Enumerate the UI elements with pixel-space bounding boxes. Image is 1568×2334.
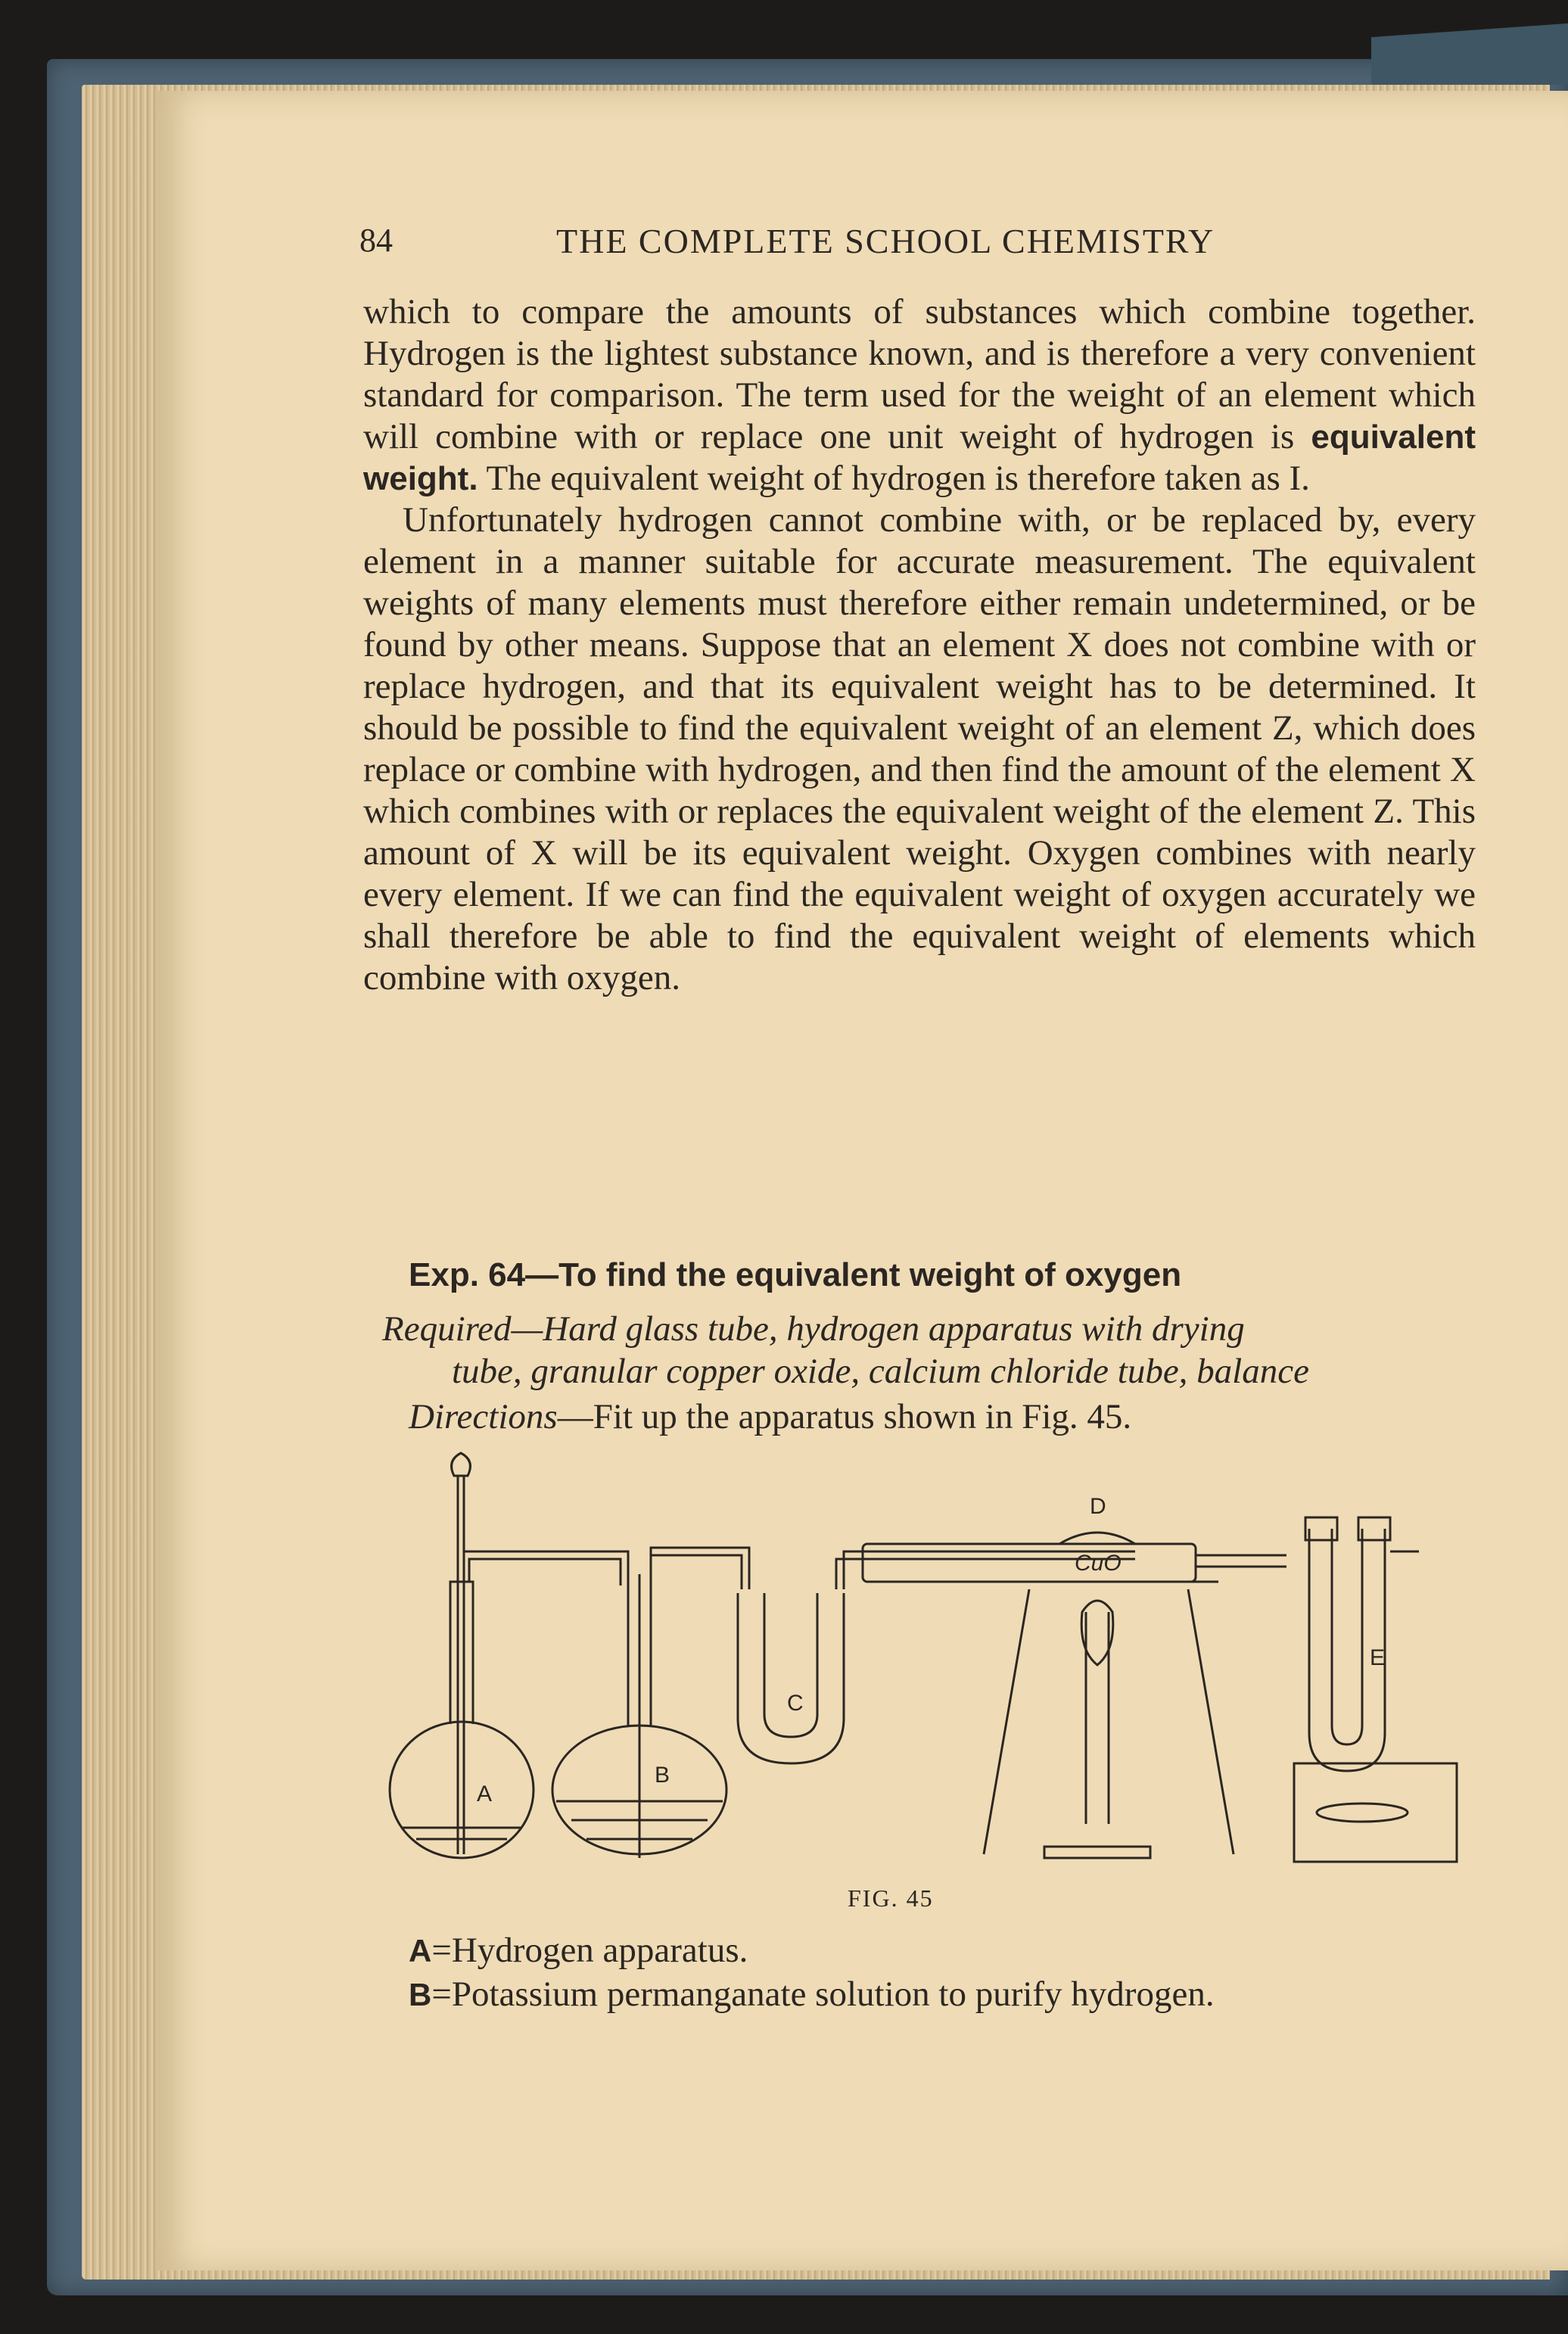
- legend-a-key: A: [409, 1933, 432, 1968]
- label-c: C: [787, 1691, 804, 1716]
- term-equivalent-weight: equivalent weight.: [363, 419, 1476, 497]
- label-e: E: [1370, 1645, 1386, 1670]
- legend-b-key: B: [409, 1977, 432, 2012]
- experiment-heading: Exp. 64—To find the equivalent weight of oxygen: [409, 1256, 1182, 1293]
- required-label: Required: [382, 1309, 512, 1349]
- directions-text: —Fit up the apparatus shown in Fig. 45.: [557, 1397, 1132, 1436]
- label-a: A: [477, 1782, 493, 1807]
- body-text: [363, 291, 1476, 999]
- flask-b: [552, 1567, 726, 1858]
- required-materials: [382, 1308, 1476, 1393]
- directions: [409, 1396, 1131, 1437]
- required-line-1: [382, 1308, 1476, 1350]
- apparatus-diagram: [378, 1446, 1468, 1869]
- directions-label: Directions: [409, 1397, 558, 1436]
- tripod-burner: [984, 1582, 1234, 1858]
- figure-caption: FIG. 45: [848, 1884, 934, 1912]
- legend-b-text: =Potassium permanganate solution to purify hydrogen.: [431, 1975, 1215, 2014]
- label-cuo: CuO: [1075, 1551, 1122, 1576]
- legend-b: [409, 1974, 1468, 2015]
- paragraph-1: [363, 291, 1476, 499]
- label-b: B: [655, 1763, 670, 1788]
- flask-a: [390, 1453, 534, 1858]
- running-head: THE COMPLETE SCHOOL CHEMISTRY: [556, 222, 1215, 260]
- u-tube-e: [1294, 1517, 1457, 1862]
- connecting-tubes: [464, 1548, 749, 1589]
- paragraph-2: Unfortunately hydrogen cannot combine with, or be replaced by, every element in a manner suitable for accurate measurement. The equivalent weights of many elements must therefore either remain undetermined, or be found by other means. Suppose that an element X does not combine with or replace hydrogen, and that its equivalent weight has to be determined. It should be possible to find the equivalent weight of an element Z, which does replace or combine with hydrogen, and then find the amount of the element X which combines with or replaces the equivalent weight of the element Z. This amount of X will be its equivalent weight. Oxygen combines with nearly every element. If we can find the equivalent weight of oxygen accurately we shall therefore be able to find the equivalent weight of elements which combine with oxygen.: [363, 500, 1476, 997]
- page-number: 84: [359, 222, 393, 259]
- paragraph-1-end: The equivalent weight of hydrogen is therefore taken as I.: [486, 459, 1310, 498]
- required-line-2: tube, granular copper oxide, calcium chloride tube, balance: [452, 1352, 1309, 1391]
- legend-a: [409, 1930, 1468, 1971]
- paragraph-1-start: which to compare the amounts of substances which combine together. Hydrogen is the lightest substance known, and is therefore a very convenient standard for comparison. The term used for the weight of an element which will combine with or replace one unit weight of hydrogen is: [363, 292, 1476, 456]
- required-text-1: —Hard glass tube, hydrogen apparatus with drying: [511, 1309, 1245, 1349]
- label-d: D: [1090, 1494, 1106, 1519]
- u-tube-c: [738, 1551, 1135, 1763]
- legend-a-text: =Hydrogen apparatus.: [431, 1931, 748, 1970]
